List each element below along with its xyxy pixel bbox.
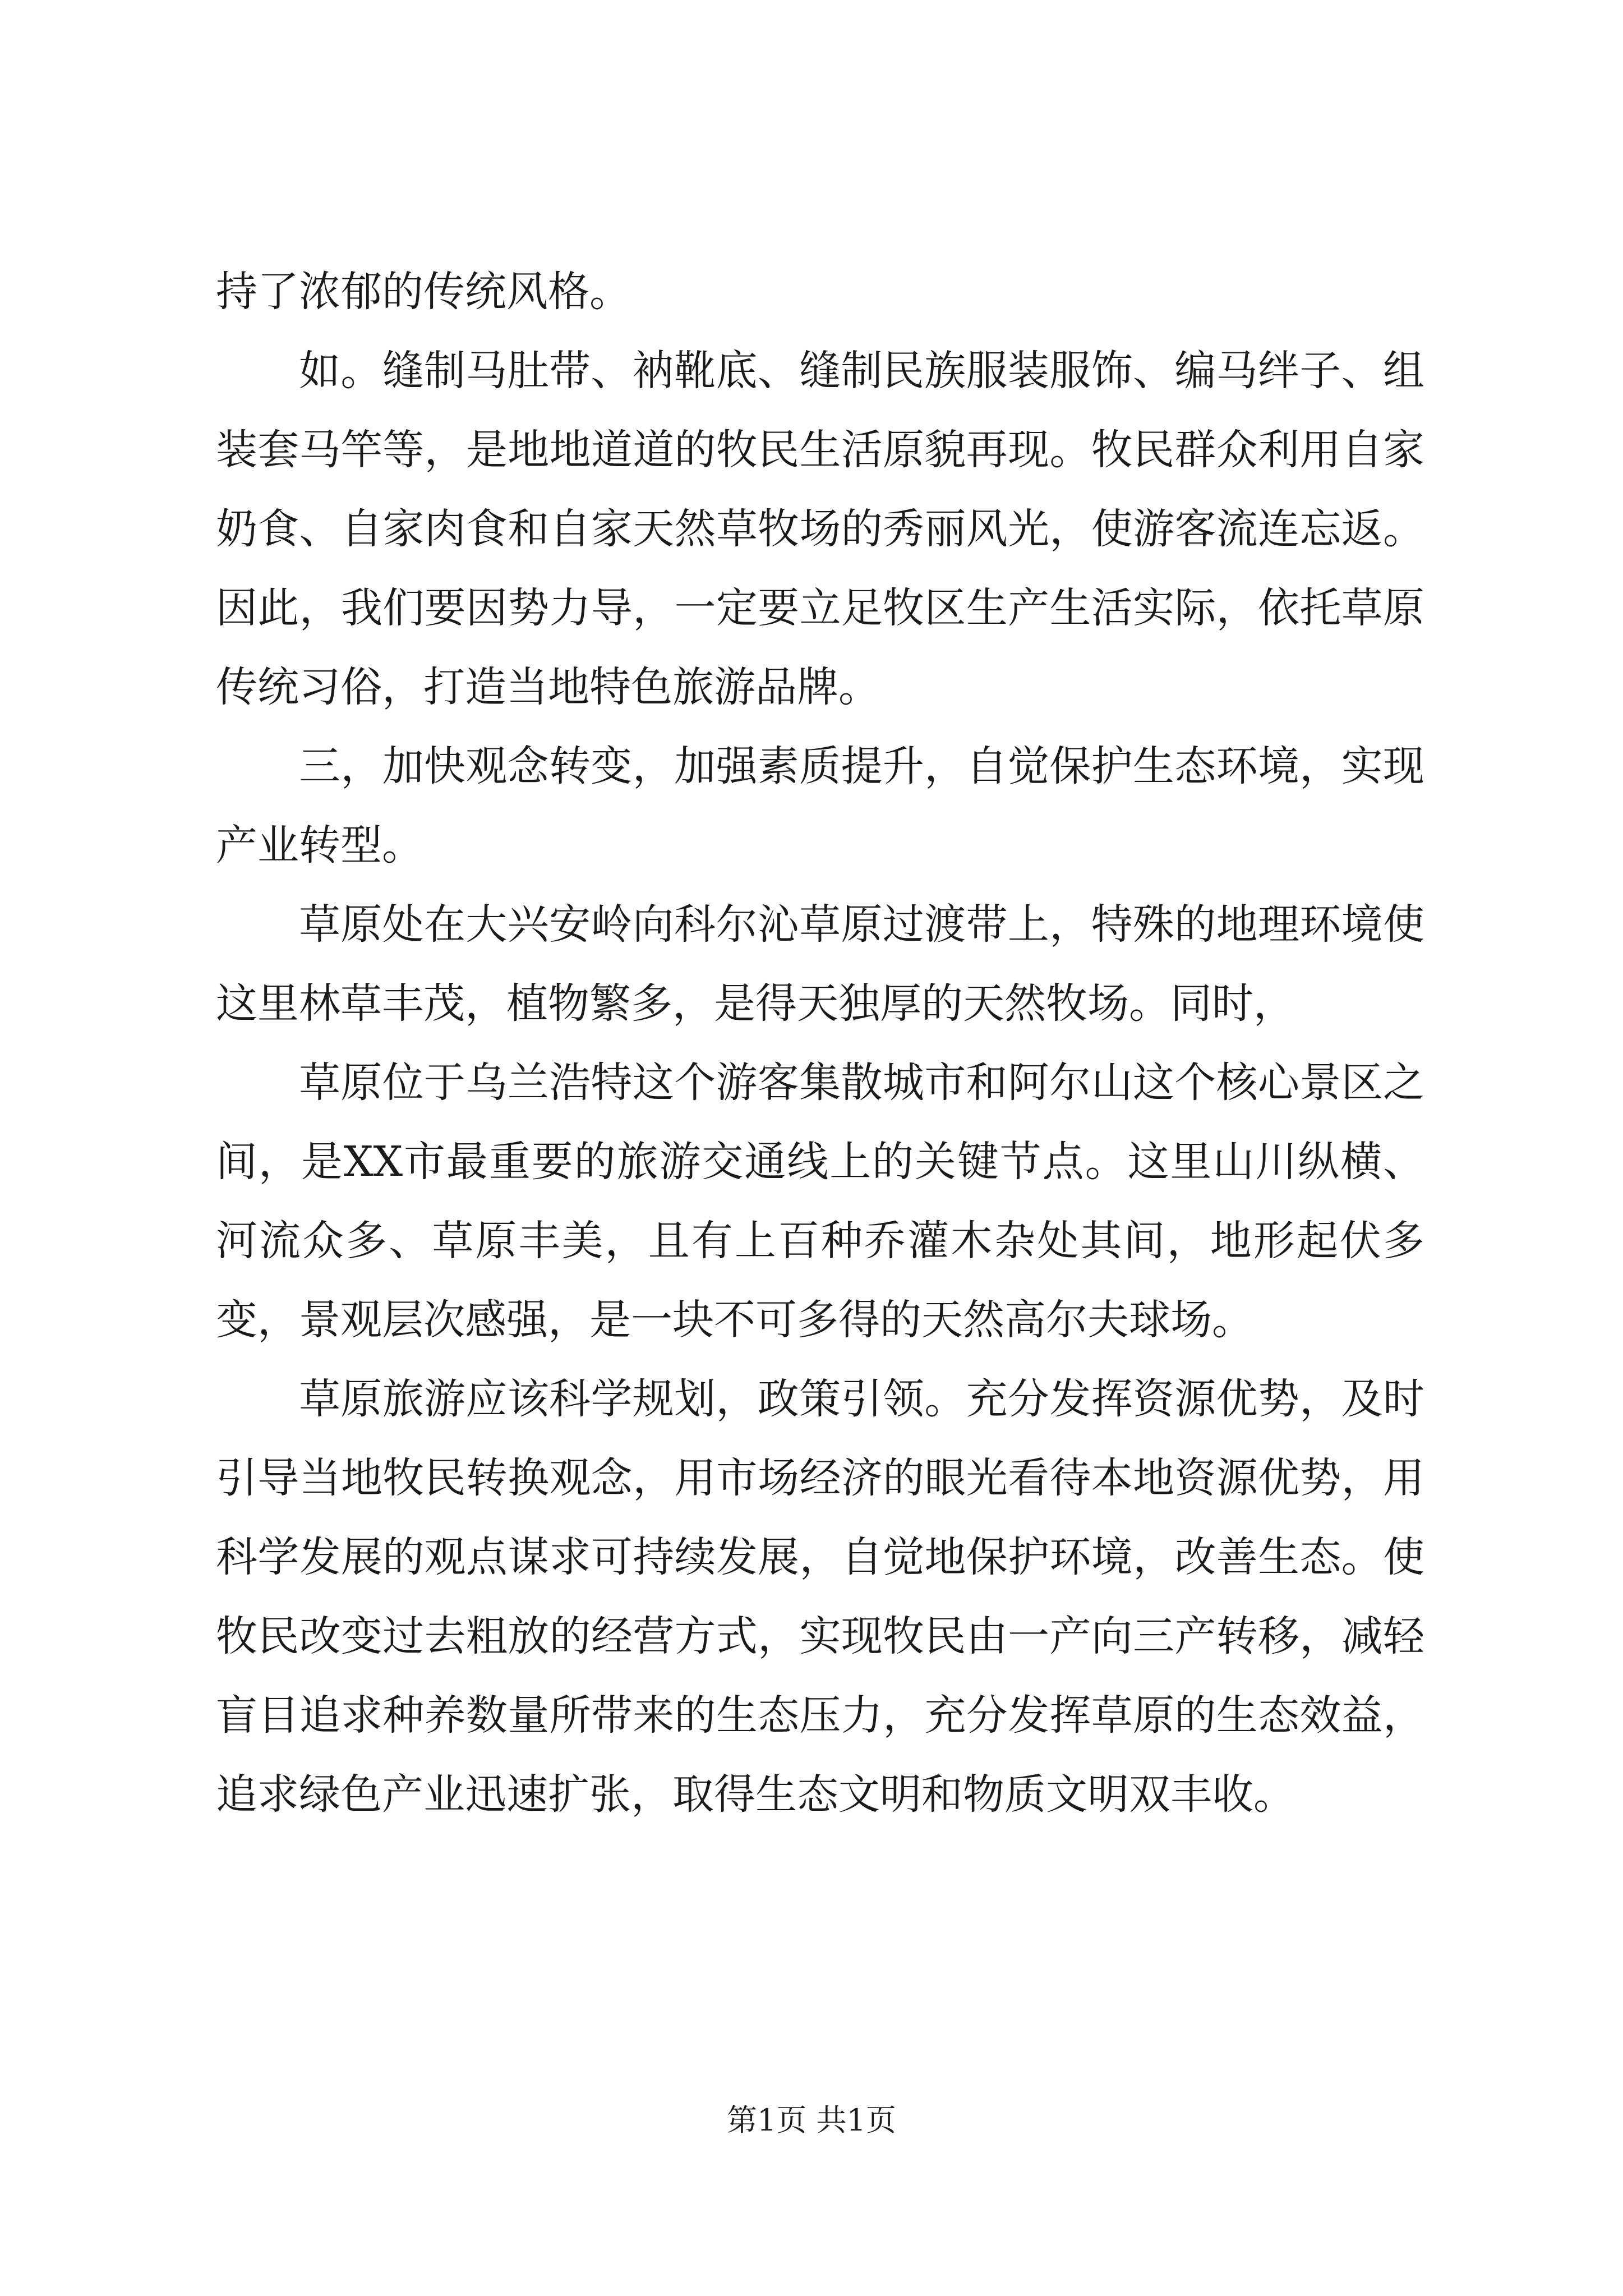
paragraph-1: 持了浓郁的传统风格。	[216, 268, 631, 316]
paragraph-2: 如。缝制马肚带、衲靴底、缝制民族服装服饰、编马绊子、组装套马竿等，是地地道道的牧民生活原貌再现。牧民群众利用自家奶食、自家肉食和自家天然草牧场的秀丽风光，使游客流连忘返。因此，我们要因势力导，一定要立足牧区生产生活实际，依托草原传统习俗，打造当地特色旅游品牌。	[216, 347, 1424, 711]
paragraph-6: 草原旅游应该科学规划，政策引领。充分发挥资源优势，及时引导当地牧民转换观念，用市场经济的眼光看待本地资源优势，用科学发展的观点谋求可持续发展，自觉地保护环境，改善生态。使牧民改变过去粗放的经营方式，实现牧民由一产向三产转移，减轻盲目追求种养数量所带来的生态压力，充分发挥草原的生态效益，追求绿色产业迅速扩张，取得生态文明和物质文明双丰收。	[216, 1375, 1424, 1819]
paragraph-4: 草原处在大兴安岭向科尔沁草原过渡带上，特殊的地理环境使这里林草丰茂，植物繁多，是得天独厚的天然牧场。同时，	[216, 900, 1424, 1028]
paragraph-5: 草原位于乌兰浩特这个游客集散城市和阿尔山这个核心景区之间，是XX市最重要的旅游交通线上的关键节点。这里山川纵横、河流众多、草原丰美，且有上百种乔灌木杂处其间，地形起伏多变，景观层次感强，是一块不可多得的天然高尔夫球场。	[216, 1059, 1424, 1344]
document-body	[216, 252, 1424, 1834]
page-footer: 第1页 共1页	[727, 2102, 896, 2138]
paragraph-3: 三，加快观念转变，加强素质提升，自觉保护生态环境，实现产业转型。	[216, 742, 1424, 869]
